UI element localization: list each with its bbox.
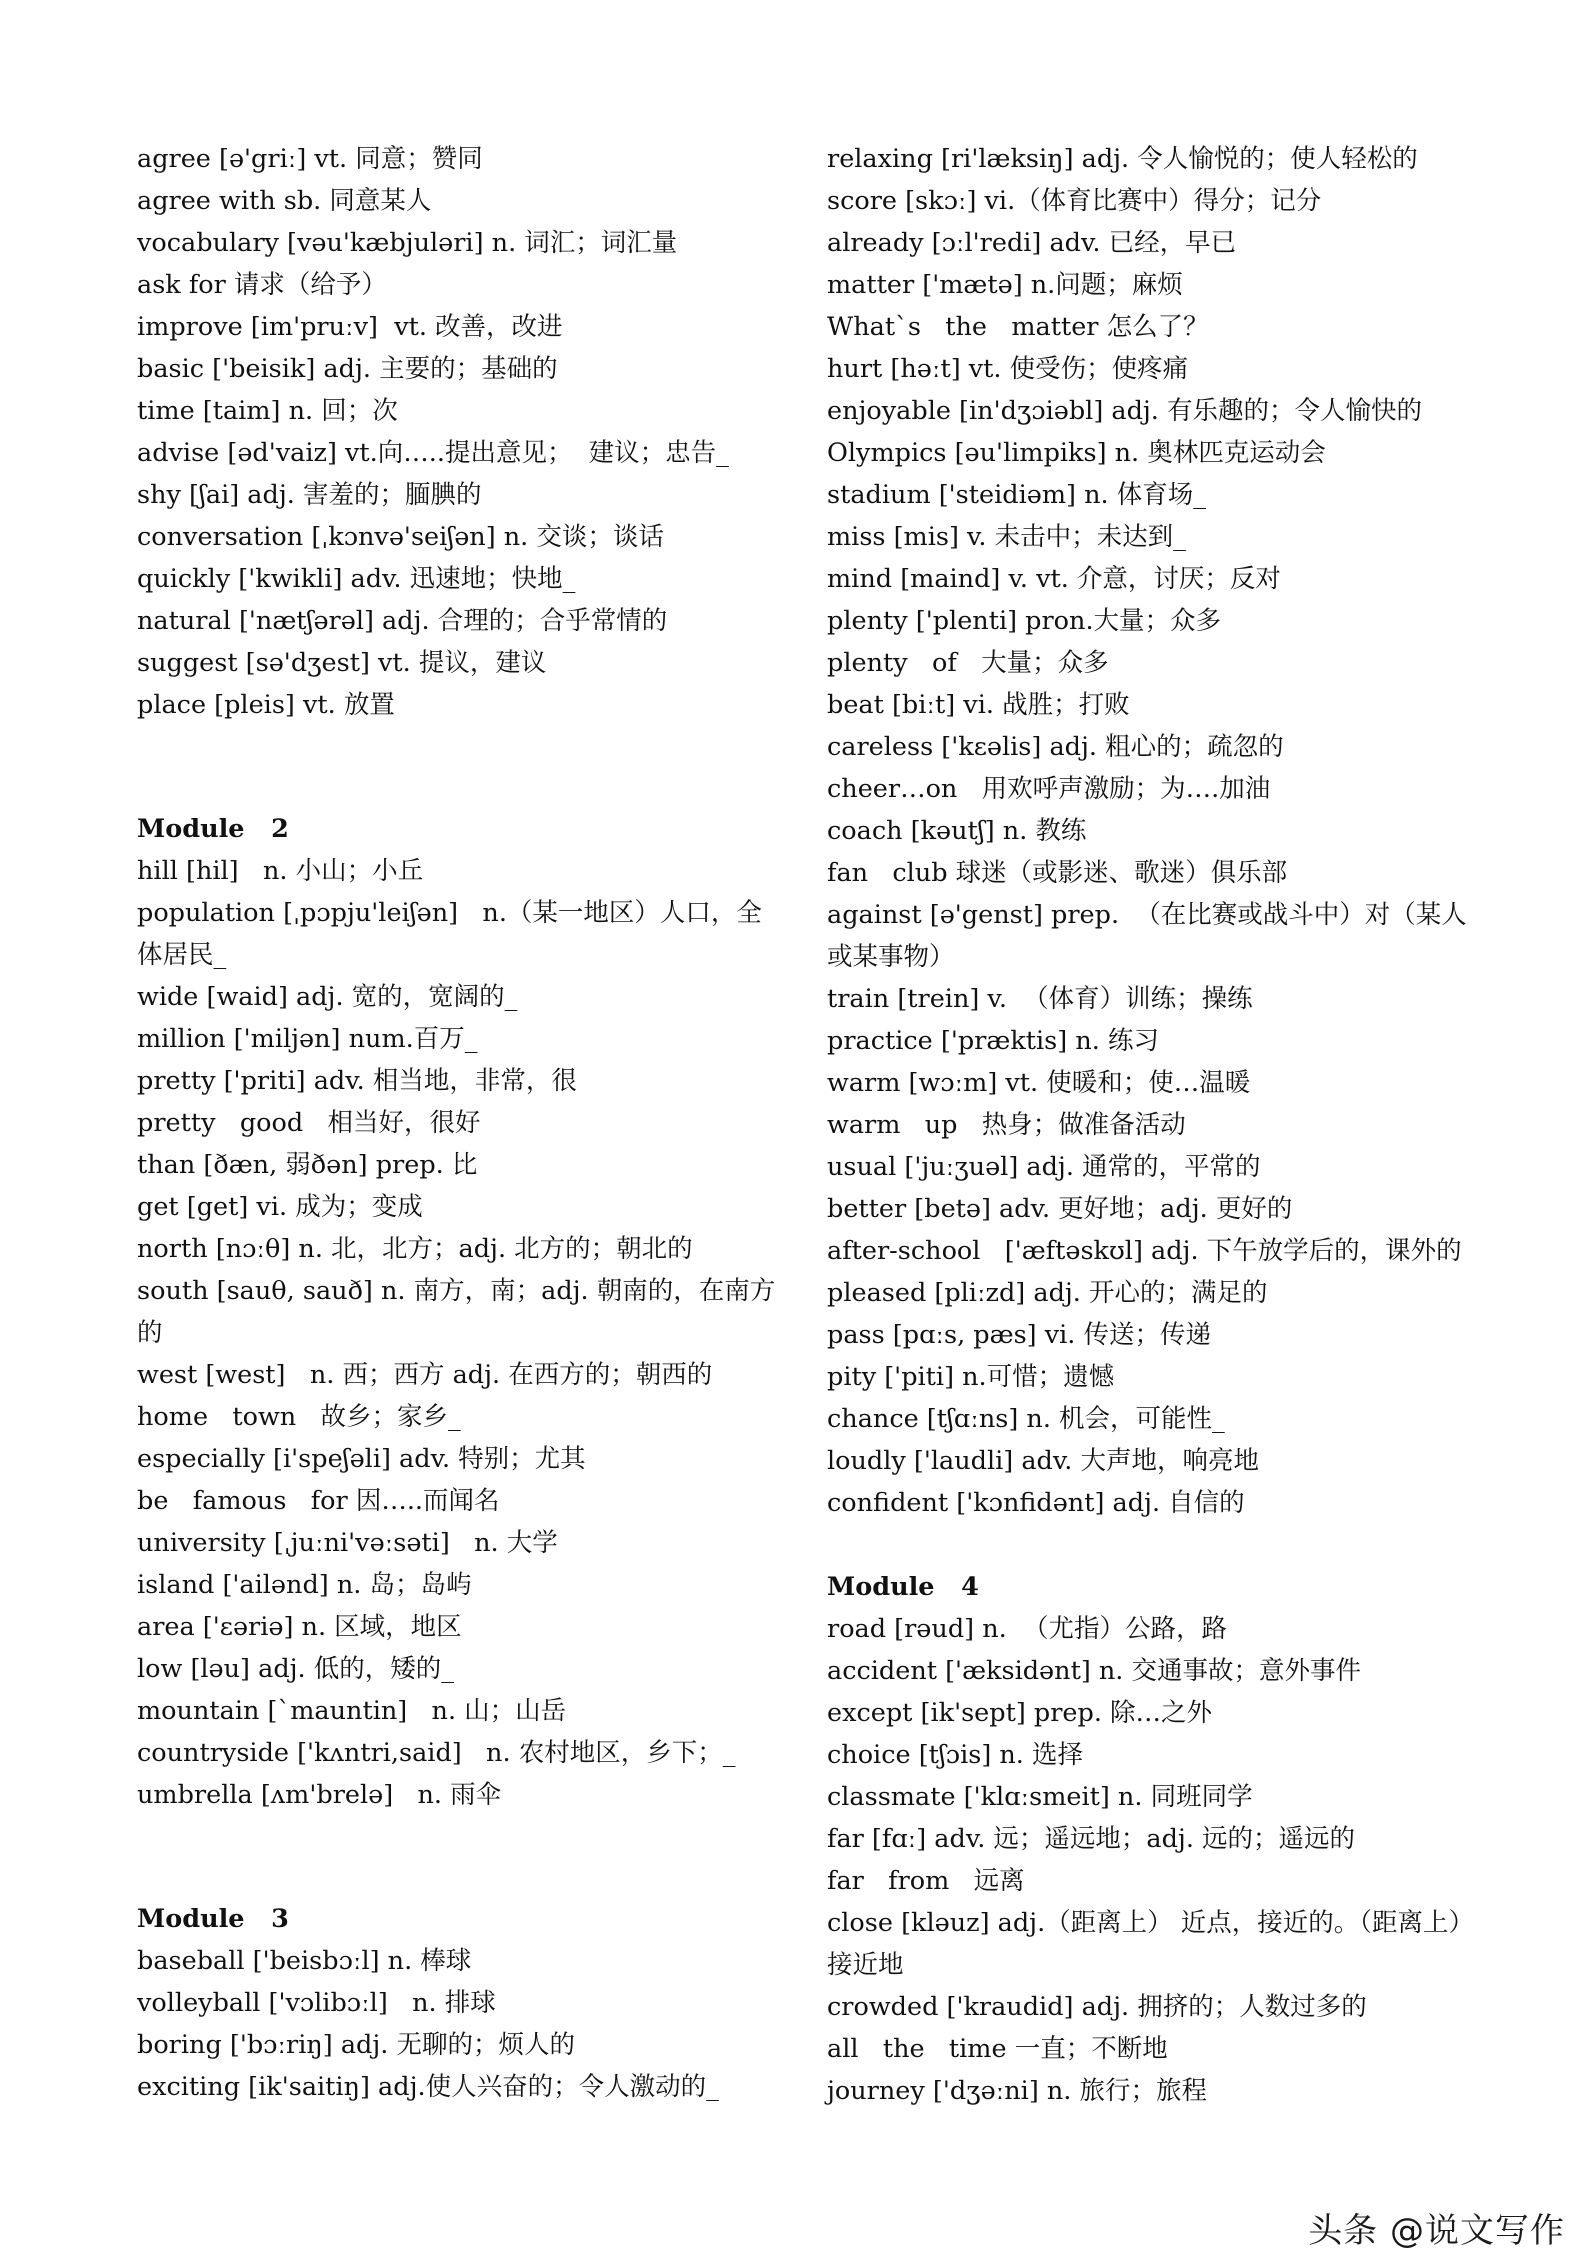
module-3-heading: Module 3: [137, 1904, 289, 1934]
vocab-list-module2: [137, 850, 777, 1816]
vocab-entry: except [ik'sept] prep. 除…之外: [827, 1698, 1213, 1728]
vocab-entry: especially [i'speʃəli] adv. 特别；尤其: [137, 1444, 586, 1474]
vocab-entry: pretty ['priti] adv. 相当地，非常，很: [137, 1066, 577, 1096]
vocab-list-block1: [137, 138, 777, 726]
vocab-entry: hurt [həːt] vt. 使受伤；使疼痛: [827, 354, 1189, 384]
vocab-entry: mountain [`mauntin] n. 山；山岳: [137, 1696, 567, 1726]
vocab-list-module4: [827, 1608, 1467, 2112]
left-column: [137, 138, 777, 2108]
vocab-entry: far from 远离: [827, 1866, 1025, 1896]
vocab-entry: million ['miljən] num.百万_: [137, 1024, 478, 1054]
vocab-entry: pity ['piti] n.可惜；遗憾: [827, 1362, 1115, 1392]
vocab-entry: boring ['bɔːriŋ] adj. 无聊的；烦人的: [137, 2030, 575, 2060]
vocab-entry: practice ['præktis] n. 练习: [827, 1026, 1159, 1056]
vocab-entry: fan club 球迷（或影迷、歌迷）俱乐部: [827, 858, 1288, 888]
vocab-entry: already [ɔːl'redi] adv. 已经，早已: [827, 228, 1237, 258]
vocab-entry: all the time 一直；不断地: [827, 2034, 1168, 2064]
vocab-entry: stadium ['steidiəm] n. 体育场_: [827, 480, 1206, 510]
vocab-entry: against [ə'genst] prep. （在比赛或战斗中）对（某人或某事物）: [827, 900, 1467, 972]
vocab-entry: Olympics [əu'limpiks] n. 奥林匹克运动会: [827, 438, 1326, 468]
vocab-entry: home town 故乡；家乡_: [137, 1402, 461, 1432]
vocab-entry: warm [wɔːm] vt. 使暖和；使…温暖: [827, 1068, 1251, 1098]
spacer: [827, 1524, 1467, 1566]
vocab-entry: conversation [ˌkɔnvə'seiʃən] n. 交谈；谈话: [137, 522, 664, 552]
vocab-entry: cheer…on 用欢呼声激励；为….加油: [827, 774, 1271, 804]
vocab-entry: careless ['kɛəlis] adj. 粗心的；疏忽的: [827, 732, 1284, 762]
vocab-entry: pass [pɑːs, pæs] vi. 传送；传递: [827, 1320, 1211, 1350]
vocab-entry: umbrella [ʌm'brelə] n. 雨伞: [137, 1780, 502, 1810]
vocab-entry: west [west] n. 西；西方 adj. 在西方的；朝西的: [137, 1360, 713, 1390]
vocab-entry: population [ˌpɔpju'leiʃən] n.（某一地区）人口，全体居民_: [137, 898, 762, 970]
vocab-entry: countryside ['kʌntri,said] n. 农村地区，乡下；_: [137, 1738, 736, 1768]
vocab-entry: island ['ailənd] n. 岛；岛屿: [137, 1570, 472, 1600]
right-column: [827, 138, 1467, 2112]
module-2-heading: Module 2: [137, 814, 289, 844]
vocab-entry: score [skɔː] vi.（体育比赛中）得分；记分: [827, 186, 1322, 216]
vocab-entry: pretty good 相当好，很好: [137, 1108, 481, 1138]
vocab-entry: quickly ['kwikli] adv. 迅速地；快地_: [137, 564, 576, 594]
vocab-entry: baseball ['beisbɔːl] n. 棒球: [137, 1946, 472, 1976]
vocab-entry: chance [tʃɑːns] n. 机会，可能性_: [827, 1404, 1225, 1434]
vocab-entry: wide [waid] adj. 宽的，宽阔的_: [137, 982, 518, 1012]
vocab-entry: accident ['æksidənt] n. 交通事故；意外事件: [827, 1656, 1362, 1686]
vocab-entry: crowded ['kraudid] adj. 拥挤的；人数过多的: [827, 1992, 1367, 2022]
vocab-entry: pleased [pliːzd] adj. 开心的；满足的: [827, 1278, 1268, 1308]
vocab-entry: choice [tʃɔis] n. 选择: [827, 1740, 1084, 1770]
vocab-entry: journey ['dʒəːni] n. 旅行；旅程: [827, 2076, 1208, 2106]
vocab-entry: relaxing [ri'læksiŋ] adj. 令人愉悦的；使人轻松的: [827, 144, 1418, 174]
vocab-entry: road [rəud] n. （尤指）公路，路: [827, 1614, 1227, 1644]
vocab-entry: agree with sb. 同意某人: [137, 186, 432, 216]
vocab-entry: hill [hil] n. 小山；小丘: [137, 856, 424, 886]
vocab-entry: beat [biːt] vi. 战胜；打败: [827, 690, 1130, 720]
spacer: [137, 1816, 777, 1898]
vocab-entry: area ['ɛəriə] n. 区域，地区: [137, 1612, 462, 1642]
vocab-list-module3: [137, 1940, 777, 2108]
vocab-entry: enjoyable [in'dʒɔiəbl] adj. 有乐趣的；令人愉快的: [827, 396, 1423, 426]
spacer: [137, 726, 777, 808]
vocab-entry: volleyball ['vɔlibɔːl] n. 排球: [137, 1988, 496, 2018]
vocab-entry: mind [maind] v. vt. 介意，讨厌；反对: [827, 564, 1281, 594]
vocab-entry: classmate ['klɑːsmeit] n. 同班同学: [827, 1782, 1253, 1812]
vocab-entry: be famous for 因…..而闻名: [137, 1486, 500, 1516]
vocab-entry: train [trein] v. （体育）训练；操练: [827, 984, 1253, 1014]
vocab-entry: ask for 请求（给予）: [137, 270, 387, 300]
vocab-entry: natural ['nætʃərəl] adj. 合理的；合乎常情的: [137, 606, 668, 636]
vocab-entry: advise [əd'vaiz] vt.向…..提出意见； 建议；忠告_: [137, 438, 729, 468]
vocab-entry: matter ['mætə] n.问题；麻烦: [827, 270, 1183, 300]
watermark: 头条 @说文写作: [1308, 2211, 1565, 2251]
vocab-entry: better [betə] adv. 更好地；adj. 更好的: [827, 1194, 1293, 1224]
vocab-entry: loudly ['laudli] adv. 大声地，响亮地: [827, 1446, 1259, 1476]
vocab-entry: close [kləuz] adj.（距离上） 近点，接近的。（距离上）接近地: [827, 1908, 1462, 1980]
vocab-entry: get [get] vi. 成为；变成: [137, 1192, 423, 1222]
vocab-entry: low [ləu] adj. 低的，矮的_: [137, 1654, 455, 1684]
vocab-entry: confident ['kɔnfidənt] adj. 自信的: [827, 1488, 1245, 1518]
vocab-entry: time [taim] n. 回；次: [137, 396, 398, 426]
vocab-list-module3-cont: [827, 138, 1467, 1524]
vocab-entry: suggest [sə'dʒest] vt. 提议，建议: [137, 648, 547, 678]
module-4-heading: Module 4: [827, 1572, 979, 1602]
vocab-entry: north [nɔːθ] n. 北，北方；adj. 北方的；朝北的: [137, 1234, 693, 1264]
vocab-entry: than [ðæn, 弱ðən] prep. 比: [137, 1150, 478, 1180]
vocab-entry: plenty of 大量；众多: [827, 648, 1109, 678]
vocab-entry: south [sauθ, sauð] n. 南方，南；adj. 朝南的，在南方的: [137, 1276, 776, 1348]
vocab-entry: basic ['beisik] adj. 主要的；基础的: [137, 354, 558, 384]
vocab-entry: exciting [ik'saitiŋ] adj.使人兴奋的；令人激动的_: [137, 2072, 719, 2102]
vocab-entry: improve [im'pruːv] vt. 改善，改进: [137, 312, 563, 342]
vocab-entry: coach [kəutʃ] n. 教练: [827, 816, 1087, 846]
vocab-entry: place [pleis] vt. 放置: [137, 690, 395, 720]
vocab-entry: What`s the matter 怎么了？: [827, 312, 1209, 342]
vocab-entry: warm up 热身；做准备活动: [827, 1110, 1186, 1140]
vocab-entry: plenty ['plenti] pron.大量；众多: [827, 606, 1222, 636]
vocab-entry: vocabulary [vəu'kæbjuləri] n. 词汇；词汇量: [137, 228, 678, 258]
vocab-entry: usual ['juːʒuəl] adj. 通常的，平常的: [827, 1152, 1261, 1182]
vocab-entry: university [ˌjuːni'vəːsəti] n. 大学: [137, 1528, 558, 1558]
vocab-entry: shy [ʃai] adj. 害羞的；腼腆的: [137, 480, 482, 510]
vocab-entry: far [fɑː] adv. 远；遥远地；adj. 远的；遥远的: [827, 1824, 1356, 1854]
vocab-entry: agree [ə'griː] vt. 同意；赞同: [137, 144, 483, 174]
vocab-entry: miss [mis] v. 未击中；未达到_: [827, 522, 1186, 552]
vocab-entry: after-school ['æftəskʊl] adj. 下午放学后的，课外的: [827, 1236, 1462, 1266]
